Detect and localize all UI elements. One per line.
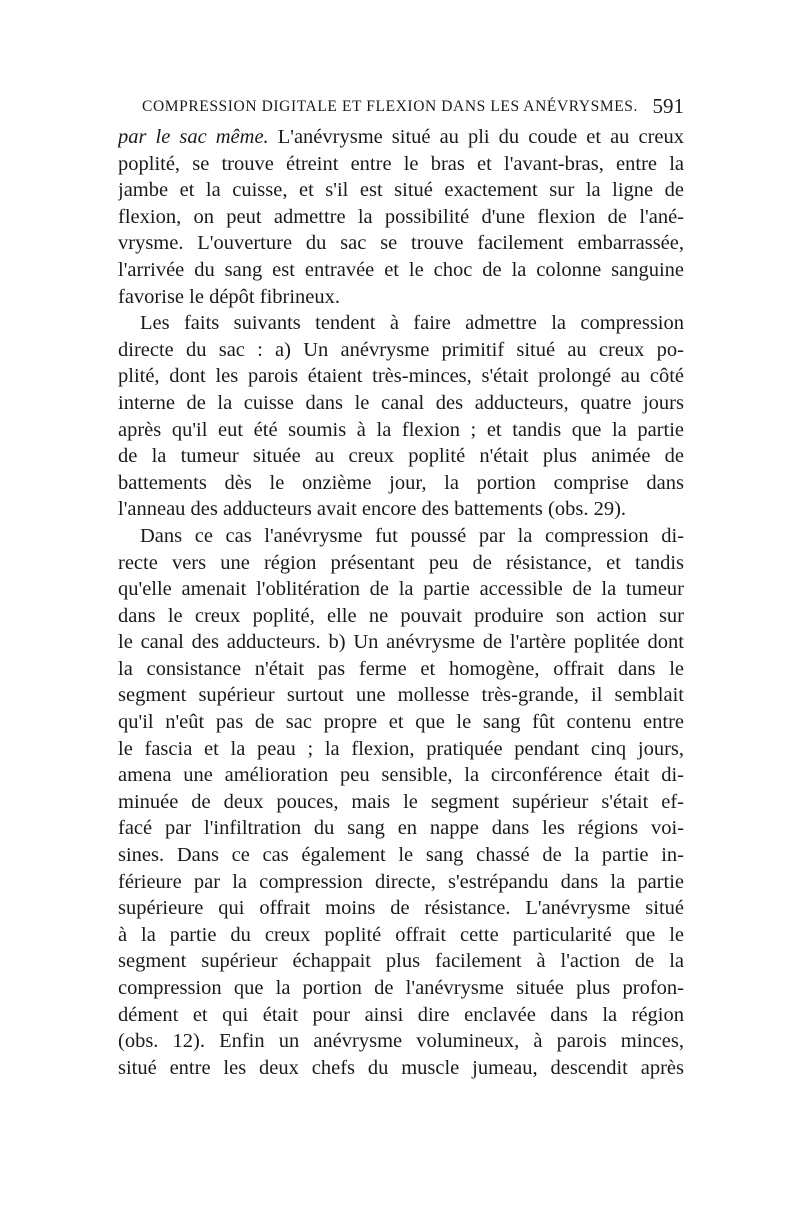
text-line: flexion, on peut admettre la possibilité d'une flexion de l'ané- (118, 205, 684, 228)
text-line: recte vers une région présentant peu de résistance, et tandis (118, 551, 684, 574)
running-title: COMPRESSION DIGITALE ET FLEXION DANS LES ANÉVRYSMES. (142, 98, 638, 115)
text-line: sines. Dans ce cas également le sang chassé de la partie in- (118, 844, 684, 867)
text-line: qu'il n'eût pas de sac propre et que le sang fût contenu entre (118, 711, 684, 734)
body-text (118, 124, 684, 1081)
text-line: à la partie du creux poplité offrait cette particularité que le (118, 923, 684, 946)
text-line: l'anneau des adducteurs avait encore des battements (obs. 29). (118, 498, 627, 521)
text-line: facé par l'infiltration du sang en nappe dans les régions voi- (118, 817, 684, 840)
text-line: amena une amélioration peu sensible, la circonférence était di- (118, 764, 684, 787)
text-line: interne de la cuisse dans le canal des adducteurs, quatre jours (118, 391, 684, 414)
text-line: par le sac même. L'anévrysme situé au pli du coude et au creux (118, 126, 684, 148)
text-line: la consistance n'était pas ferme et homogène, offrait dans le (118, 657, 684, 680)
text-line: de la tumeur située au creux poplité n'était plus animée de (118, 445, 684, 468)
text-line: compression que la portion de l'anévrysme située plus profon- (118, 977, 684, 999)
text-line: poplité, se trouve étreint entre le bras et l'avant-bras, entre la (118, 152, 684, 175)
text-line: favorise le dépôt fibrineux. (118, 285, 341, 308)
text-line: plité, dont les parois étaient très-minces, s'était prolongé au côté (118, 365, 684, 388)
text-line: battements dès le onzième jour, la portion comprise dans (118, 471, 684, 494)
text-line: Les faits suivants tendent à faire admettre la compression (140, 312, 684, 335)
text-line: dément et qui était pour ainsi dire enclavée dans la région (118, 1003, 684, 1026)
page-number: 591 (652, 94, 684, 118)
text-line: jambe et la cuisse, et s'il est situé exactement sur la ligne de (118, 179, 684, 202)
running-header (118, 96, 684, 122)
text-line: Dans ce cas l'anévrysme fut poussé par la compression di- (140, 524, 684, 547)
text-line: le canal des adducteurs. b) Un anévrysme de l'artère poplitée dont (118, 631, 684, 654)
text-line: qu'elle amenait l'oblitération de la partie accessible de la tumeur (118, 578, 684, 601)
text-line: l'arrivée du sang est entravée et le choc de la colonne sanguine (118, 258, 684, 281)
text-line: segment supérieur échappait plus facilement à l'action de la (118, 950, 684, 973)
text-line: situé entre les deux chefs du muscle jumeau, descendit après (118, 1056, 684, 1079)
text-line: (obs. 12). Enfin un anévrysme volumineux, à parois minces, (118, 1030, 684, 1053)
text-line: férieure par la compression directe, s'estrépandu dans la partie (118, 870, 684, 893)
text-line: le fascia et la peau ; la flexion, pratiquée pendant cinq jours, (118, 737, 684, 760)
text-line: après qu'il eut été soumis à la flexion ; et tandis que la partie (118, 418, 684, 441)
text-line: minuée de deux pouces, mais le segment supérieur s'était ef- (118, 790, 684, 813)
text-line: segment supérieur surtout une mollesse très-grande, il semblait (118, 684, 684, 707)
text-line: directe du sac : a) Un anévrysme primitif situé au creux po- (118, 338, 684, 361)
text-line: dans le creux poplité, elle ne pouvait produire son action sur (118, 604, 684, 627)
text-line: supérieure qui offrait moins de résistance. L'anévrysme situé (118, 897, 684, 920)
text-line: vrysme. L'ouverture du sac se trouve facilement embarrassée, (118, 232, 684, 255)
